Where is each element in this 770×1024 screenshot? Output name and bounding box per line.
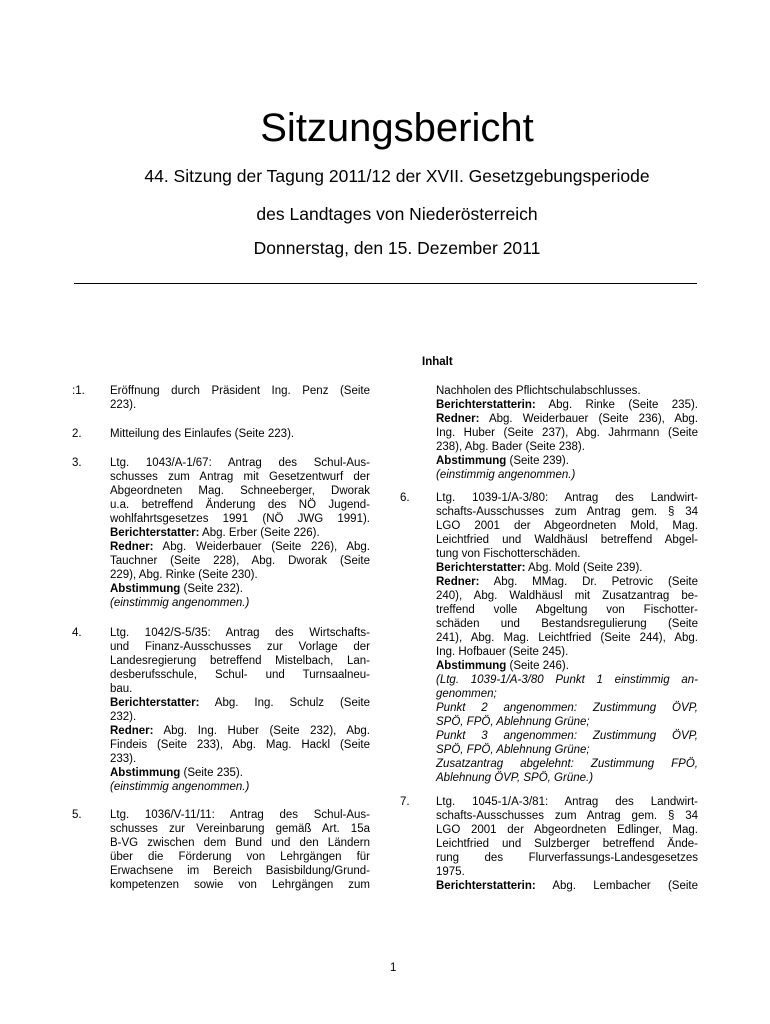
redner-label: Redner: — [436, 413, 480, 425]
berichterstatter-label: Berichterstatter: — [110, 697, 200, 709]
redner-value: treffend volle Abgeltung von Fischotter- — [436, 604, 698, 616]
vote-result: (einstimmig angenommen.) — [110, 781, 250, 793]
item-text — [436, 491, 698, 785]
header-divider — [74, 283, 697, 284]
redner-value: Ing. Huber (Seite 237), Abg. Jahrmann (Seite — [436, 427, 698, 439]
berichterstatter-line — [110, 526, 370, 540]
item-number: 5. — [72, 809, 82, 821]
abstimmung-label: Abstimmung — [436, 455, 507, 467]
item-line: B-VG zwischen dem Bund und den Ländern — [110, 837, 370, 849]
session-date: Donnerstag, den 15. Dezember 2011 — [253, 238, 541, 258]
item-text — [110, 384, 370, 412]
item-line: u.a. betreffend Änderung des NÖ Jugend- — [110, 499, 370, 511]
berichterstatter-value: Abg. Erber (Seite 226). — [202, 527, 320, 539]
redner-value: 233). — [110, 753, 137, 765]
item-text — [110, 808, 370, 892]
item-line: rung des Flurverfassungs-Landesgesetzes — [436, 852, 698, 864]
item-line: Nachholen des Pflichtschulabschlusses. — [436, 385, 641, 397]
item-line: 223). — [110, 399, 137, 411]
item-number: 6. — [400, 492, 410, 504]
vote-result: Punkt 2 angenommen: Zustimmung ÖVP, — [436, 702, 698, 714]
redner-value: Ing. Hofbauer (Seite 245). — [436, 646, 569, 658]
vote-result: Ablehnung ÖVP, SPÖ, Grüne.) — [436, 772, 594, 784]
abstimmung-line — [436, 659, 698, 673]
item-line: Eröffnung durch Präsident Ing. Penz (Seite — [110, 385, 370, 397]
item-number: 4. — [72, 627, 82, 639]
abstimmung-value: (Seite 235). — [183, 767, 243, 779]
item-line: Ltg. 1045-1/A-3/81: Antrag des Landwirt- — [436, 796, 698, 808]
page-number: 1 — [390, 962, 397, 974]
berichterstatter-label: Berichterstatterin: — [436, 399, 536, 411]
abstimmung-value: (Seite 239). — [509, 455, 569, 467]
vote-result: (einstimmig angenommen.) — [110, 597, 250, 609]
berichterstatter-value: Abg. Ing. Schulz (Seite — [214, 697, 371, 709]
item-line: Ltg. 1036/V-11/11: Antrag des Schul-Aus- — [110, 809, 370, 821]
item-line: schafts-Ausschusses zum Antrag gem. § 34 — [436, 506, 698, 518]
item-line: wohlfahrtsgesetzes 1991 (NÖ JWG 1991). — [110, 513, 370, 525]
item-line: desberufsschule, Schul- und Turnsaalneu- — [110, 669, 370, 681]
item-text — [110, 626, 370, 794]
redner-value: Abg. Weiderbauer (Seite 226), Abg. — [162, 541, 370, 553]
item-line: Ltg. 1039-1/A-3/80: Antrag des Landwirt- — [436, 492, 698, 504]
item-number: 3. — [72, 457, 82, 469]
item-text — [436, 795, 698, 893]
item-number: 7. — [400, 796, 410, 808]
redner-line — [436, 412, 698, 426]
item-number: :1. — [72, 385, 85, 397]
berichterstatter-label: Berichterstatterin: — [436, 880, 536, 892]
item-line: 1975. — [436, 866, 465, 878]
berichterstatter-label: Berichterstatter: — [110, 527, 200, 539]
redner-line — [436, 575, 698, 589]
redner-value: Abg. MMag. Dr. Petrovic (Seite — [493, 576, 698, 588]
item-text — [436, 384, 698, 482]
abstimmung-value: (Seite 232). — [183, 583, 243, 595]
abstimmung-label: Abstimmung — [110, 767, 181, 779]
abstimmung-line — [110, 582, 370, 596]
item-line: schafts-Ausschusses zum Antrag gem. § 34 — [436, 810, 698, 822]
redner-value: 241), Abg. Mag. Leichtfried (Seite 244), Abg. — [436, 632, 698, 644]
berichterstatter-label: Berichterstatter: — [436, 562, 526, 574]
item-line: tung von Fischotterschäden. — [436, 548, 581, 560]
item-line: Leichtfried und Waldhäusl betreffend Abgel- — [436, 534, 698, 546]
abstimmung-value: (Seite 246). — [509, 660, 569, 672]
redner-value: Tauchner (Seite 228), Abg. Dworak (Seite — [110, 555, 370, 567]
vote-result: (einstimmig angenommen.) — [436, 469, 576, 481]
item-text — [110, 456, 370, 610]
vote-result: Punkt 3 angenommen: Zustimmung ÖVP, — [436, 730, 698, 742]
vote-result: genommen; — [436, 688, 497, 700]
item-line: kompetenzen sowie von Lehrgängen zum — [110, 879, 370, 891]
berichterstatter-value: Abg. Rinke (Seite 235). — [548, 399, 699, 411]
item-line: LGO 2001 der Abgeordneten Edlinger, Mag. — [436, 824, 698, 836]
redner-value: Abg. Ing. Huber (Seite 232), Abg. — [163, 725, 371, 737]
redner-label: Redner: — [110, 725, 154, 737]
abstimmung-label: Abstimmung — [436, 660, 507, 672]
berichterstatter-value: Abg. Lembacher (Seite — [552, 880, 699, 892]
redner-value: schäden und Bestandsregulierung (Seite — [436, 618, 698, 630]
redner-value: 229), Abg. Rinke (Seite 230). — [110, 569, 258, 581]
item-number: 2. — [72, 428, 82, 440]
toc-heading: Inhalt — [422, 356, 453, 368]
vote-result: SPÖ, FPÖ, Ablehnung Grüne; — [436, 744, 590, 756]
abstimmung-label: Abstimmung — [110, 583, 181, 595]
item-line: schusses zur Vereinbarung gemäß Art. 15a — [110, 823, 370, 835]
redner-label: Redner: — [110, 541, 154, 553]
vote-result: SPÖ, FPÖ, Ablehnung Grüne; — [436, 716, 590, 728]
berichterstatter-line — [110, 696, 370, 710]
berichterstatter-line — [436, 398, 698, 412]
vote-result: (Ltg. 1039-1/A-3/80 Punkt 1 einstimmig an- — [436, 674, 698, 686]
redner-value: 238), Abg. Bader (Seite 238). — [436, 441, 585, 453]
berichterstatter-value: Abg. Mold (Seite 239). — [528, 562, 643, 574]
redner-label: Redner: — [436, 576, 480, 588]
berichterstatter-line — [436, 561, 698, 575]
item-line: Leichtfried und Sulzberger betreffend Ände- — [436, 838, 698, 850]
redner-value: 240), Abg. Waldhäusl mit Zusatzantrag be- — [436, 590, 698, 602]
parliament-subtitle: des Landtages von Niederösterreich — [256, 204, 538, 224]
berichterstatter-value: 232). — [110, 711, 137, 723]
redner-value: Abg. Weiderbauer (Seite 236), Abg. — [488, 413, 698, 425]
redner-line — [110, 724, 370, 738]
item-line: bau. — [110, 683, 133, 695]
abstimmung-line — [110, 766, 370, 780]
item-text — [110, 427, 370, 441]
vote-result: Zusatzantrag abgelehnt: Zustimmung FPÖ, — [436, 758, 698, 770]
item-line: Ltg. 1043/A-1/67: Antrag des Schul-Aus- — [110, 457, 370, 469]
redner-line — [110, 540, 370, 554]
item-line: Abgeordneten Mag. Schneeberger, Dworak — [110, 485, 370, 497]
item-line: über die Förderung von Lehrgängen für — [110, 851, 370, 863]
item-line: Landesregierung betreffend Mistelbach, Lan- — [110, 655, 370, 667]
redner-value: Findeis (Seite 233), Abg. Mag. Hackl (Seite — [110, 739, 370, 751]
abstimmung-line — [436, 454, 698, 468]
document-title: Sitzungsbericht — [260, 106, 534, 150]
item-line: und Finanz-Ausschusses zur Vorlage der — [110, 641, 370, 653]
item-line: schusses zum Antrag mit Gesetzentwurf der — [110, 471, 370, 483]
berichterstatter-line — [436, 879, 698, 893]
item-line: Erwachsene im Bereich Basisbildung/Grund- — [110, 865, 370, 877]
item-line: LGO 2001 der Abgeordneten Mold, Mag. — [436, 520, 698, 532]
item-line: Ltg. 1042/S-5/35: Antrag des Wirtschafts- — [110, 627, 370, 639]
item-line: Mitteilung des Einlaufes (Seite 223). — [110, 428, 295, 440]
session-subtitle: 44. Sitzung der Tagung 2011/12 der XVII. Gesetzgebungsperiode — [144, 166, 650, 186]
